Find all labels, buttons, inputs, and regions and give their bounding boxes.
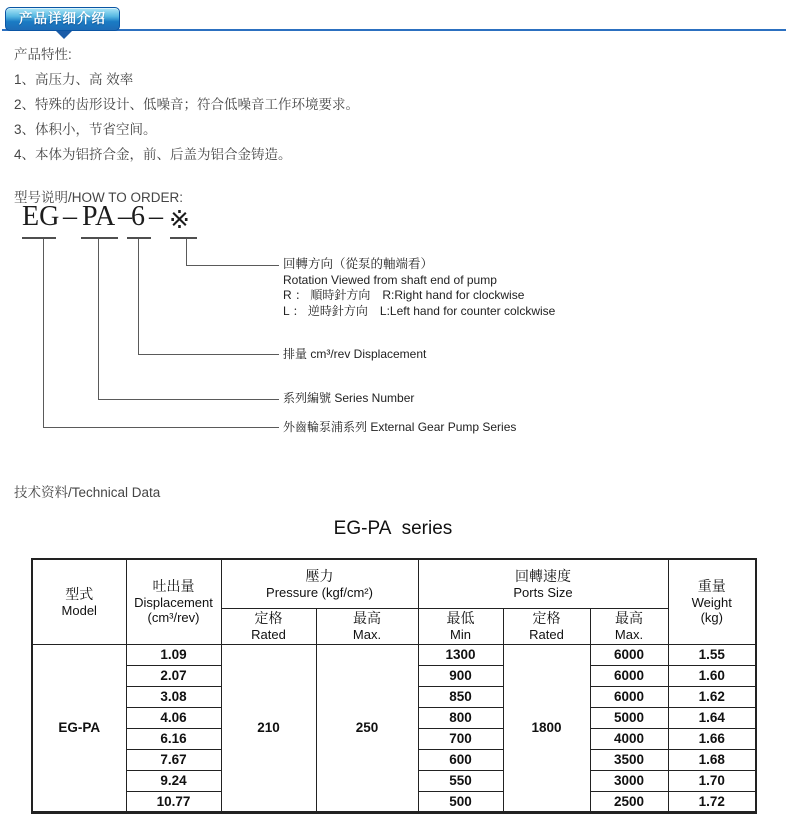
connector-line [138, 354, 279, 355]
header-speed-max [590, 608, 668, 644]
technical-data-title: 技术资料/Technical Data [14, 485, 161, 500]
model-code-dash-icon: – [149, 201, 163, 232]
cell-speed-max: 4000 [590, 728, 668, 749]
cell-speed-min: 500 [418, 791, 503, 812]
cell-speed-min: 600 [418, 749, 503, 770]
how-to-order-title: 型号说明/HOW TO ORDER: [14, 190, 184, 205]
model-code-dash-icon: – [63, 201, 77, 232]
table-title: EG-PA series [333, 518, 453, 539]
rotation-note-l: L ： 逆時針方向 L:Left hand for counter colckwise [283, 303, 556, 318]
cell-pressure-rated: 210 [221, 644, 316, 812]
cell-speed-max: 3000 [590, 770, 668, 791]
cell-displacement: 4.06 [126, 707, 221, 728]
header-pressure-en: Pressure (kgf/cm²) [266, 584, 373, 600]
code-underline [81, 237, 118, 239]
cell-weight: 1.60 [668, 665, 756, 686]
header-pressure [221, 559, 418, 608]
connector-line [98, 239, 99, 400]
header-displacement-unit: (cm³/rev) [147, 610, 200, 626]
header-max-zh: 最高 [615, 610, 643, 626]
cell-speed-min: 800 [418, 707, 503, 728]
header-pressure-zh: 壓力 [305, 567, 334, 584]
connector-line [98, 399, 279, 400]
cell-model: EG-PA [32, 644, 126, 812]
header-max-en: Max. [352, 627, 382, 642]
header-max-zh: 最高 [353, 610, 381, 626]
cell-speed-max: 6000 [590, 686, 668, 707]
header-displacement-en: Displacement [134, 595, 213, 611]
features-section [14, 42, 359, 167]
model-code-part-pa: PA [82, 201, 116, 232]
pump-series-note: 外齒輪泵浦系列 External Gear Pump Series [283, 420, 517, 434]
rotation-note [283, 257, 555, 319]
header-underline [2, 29, 786, 31]
code-underline [22, 237, 56, 239]
model-code-part-6: 6 [131, 201, 145, 232]
feature-item: 2、特殊的齿形设计、低噪音；符合低噪音工作环境要求。 [14, 97, 360, 112]
header-rated-zh: 定格 [532, 610, 561, 626]
spec-table [31, 558, 757, 814]
header-pressure-rated [221, 608, 316, 644]
connector-line [43, 239, 44, 428]
model-code-diagram [0, 196, 786, 454]
header-weight-unit: (kg) [700, 610, 723, 626]
header-rated-zh: 定格 [254, 610, 283, 626]
feature-item: 3、体积小，节省空间。 [14, 122, 157, 137]
features-title: 产品特性: [14, 47, 72, 62]
cell-speed-min: 1300 [418, 644, 503, 665]
tab-label: 产品详细介绍 [19, 11, 106, 26]
header-model-zh: 型式 [65, 585, 94, 602]
cell-displacement: 3.08 [126, 686, 221, 707]
header-pressure-max [316, 608, 418, 644]
feature-item: 4、本体为铝挤合金，前、后盖为铝合金铸造。 [14, 147, 292, 162]
model-code-part-mark: ※ [169, 207, 190, 234]
cell-weight: 1.55 [668, 644, 756, 665]
cell-speed-max: 3500 [590, 749, 668, 770]
tab-arrow-icon [56, 31, 72, 39]
cell-displacement: 2.07 [126, 665, 221, 686]
cell-displacement: 7.67 [126, 749, 221, 770]
rotation-note-en: Rotation Viewed from shaft end of pump [283, 272, 497, 287]
feature-item: 1、高压力、高 效率 [14, 72, 134, 87]
header-speed-zh: 回轉速度 [515, 567, 571, 584]
cell-speed-max: 6000 [590, 665, 668, 686]
header-max-en: Max. [614, 627, 644, 642]
header-rated-en: Rated [529, 627, 564, 642]
header-weight-zh: 重量 [697, 578, 726, 595]
cell-displacement: 1.09 [126, 644, 221, 665]
connector-line [186, 239, 187, 266]
displacement-note: 排量 cm³/rev Displacement [283, 347, 427, 361]
cell-weight: 1.70 [668, 770, 756, 791]
cell-weight: 1.64 [668, 707, 756, 728]
header-model-en: Model [61, 602, 97, 618]
header-displacement [126, 559, 221, 644]
header-min-zh: 最低 [446, 610, 475, 626]
header-weight [668, 559, 756, 644]
cell-speed-max: 2500 [590, 791, 668, 812]
cell-weight: 1.72 [668, 791, 756, 812]
cell-speed-min: 850 [418, 686, 503, 707]
cell-speed-min: 700 [418, 728, 503, 749]
header-speed [418, 559, 668, 608]
header-speed-en: Ports Size [513, 584, 573, 600]
header-speed-rated [503, 608, 590, 644]
product-intro-tab[interactable] [5, 7, 120, 31]
connector-line [186, 265, 279, 266]
code-underline [127, 237, 151, 239]
cell-speed-rated: 1800 [503, 644, 590, 812]
cell-speed-min: 550 [418, 770, 503, 791]
header-min-en: Min [450, 627, 471, 642]
header-displacement-zh: 吐出量 [152, 578, 195, 595]
series-number-note: 系列編號 Series Number [283, 391, 415, 405]
connector-line [43, 427, 279, 428]
header-model [32, 559, 126, 644]
cell-weight: 1.62 [668, 686, 756, 707]
cell-displacement: 10.77 [126, 791, 221, 812]
cell-speed-min: 900 [418, 665, 503, 686]
header-weight-en: Weight [691, 595, 732, 611]
cell-speed-max: 6000 [590, 644, 668, 665]
connector-line [138, 239, 139, 355]
cell-pressure-max: 250 [316, 644, 418, 812]
model-code-part-eg: EG [22, 201, 60, 232]
model-code-dash-icon: – [118, 201, 132, 232]
cell-displacement: 6.16 [126, 728, 221, 749]
rotation-note-zh: 回轉方向（從泵的軸端看） [283, 257, 434, 271]
cell-weight: 1.66 [668, 728, 756, 749]
rotation-note-r: R ： 順時針方向 R:Right hand for clockwise [283, 288, 525, 302]
code-underline [170, 237, 197, 239]
header-speed-min [418, 608, 503, 644]
cell-weight: 1.68 [668, 749, 756, 770]
header-rated-en: Rated [251, 627, 286, 642]
cell-speed-max: 5000 [590, 707, 668, 728]
table-row [32, 644, 756, 665]
cell-displacement: 9.24 [126, 770, 221, 791]
